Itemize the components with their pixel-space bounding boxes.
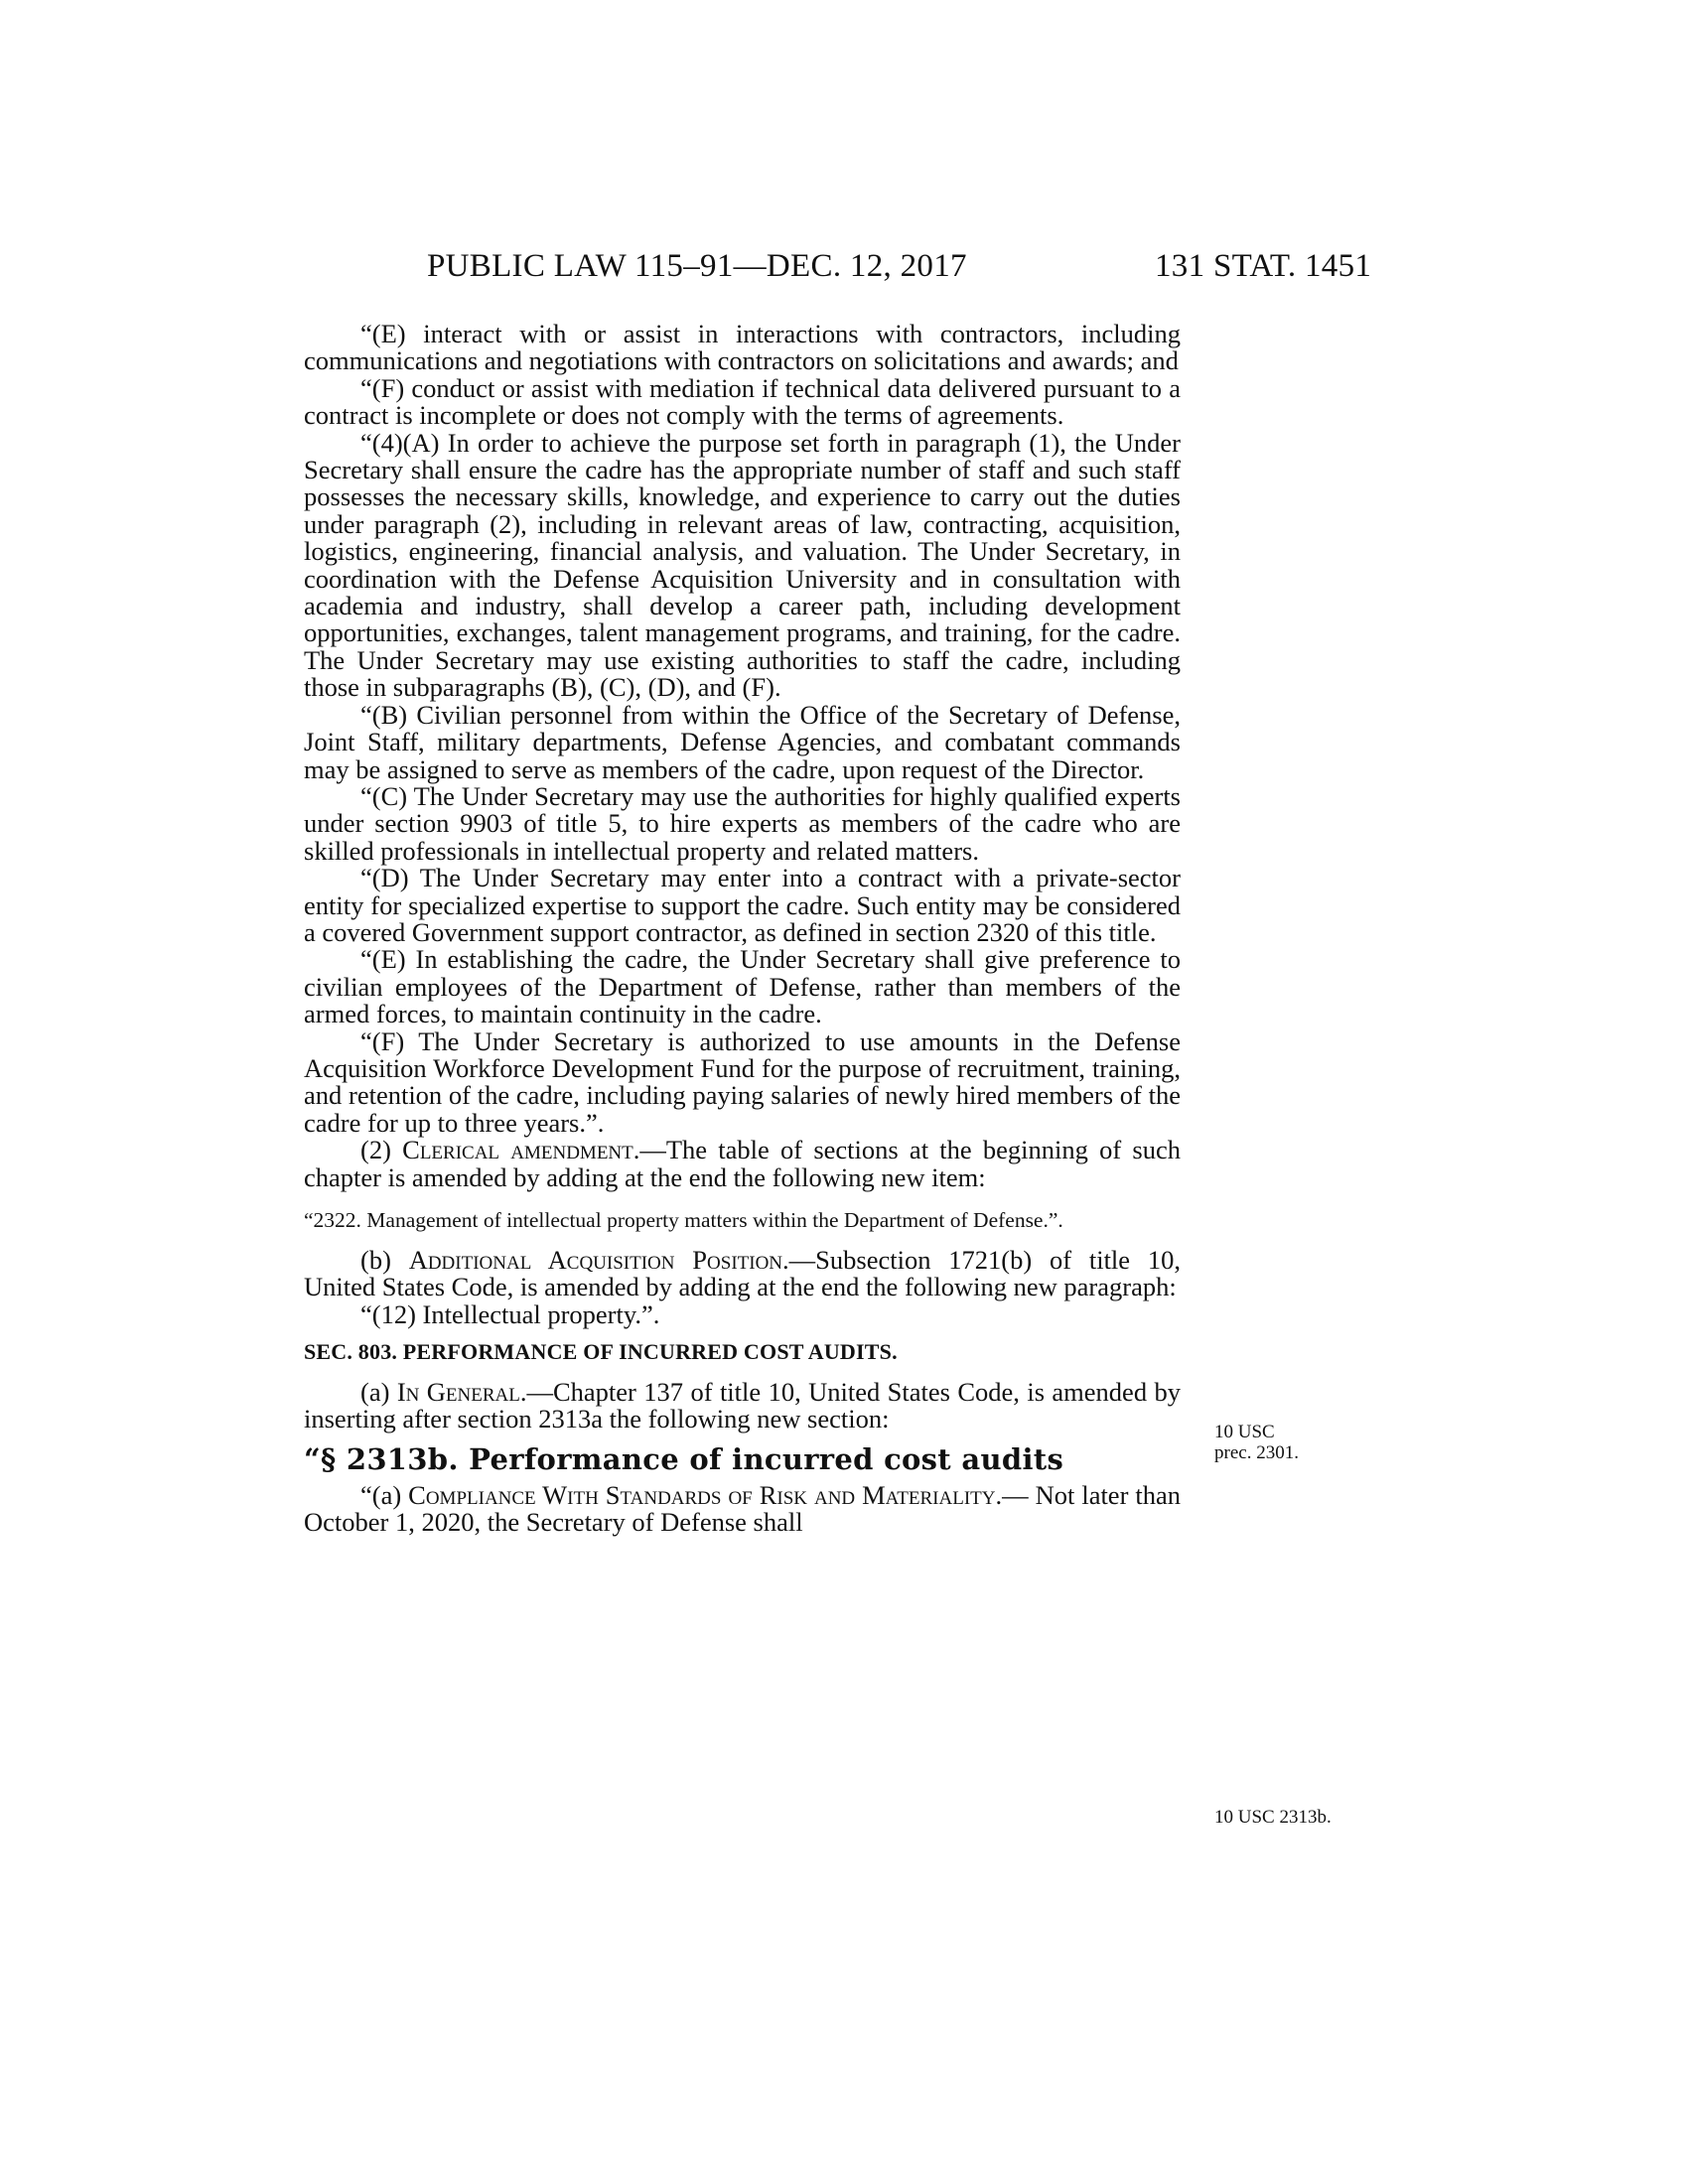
- subsection-b-text: .—Subsection 1721(b) of title 10, United States Code, is amended by adding at the end the following new paragraph:: [304, 1245, 1181, 1302]
- page-header: [0, 248, 1688, 288]
- sidenote-usc-prec: [1214, 1422, 1299, 1463]
- paragraph-f-mediation: “(F) conduct or assist with mediation if technical data delivered pursuant to a contract is incomplete or does not comply with the terms of agreements.: [304, 372, 1181, 431]
- header-title: PUBLIC LAW 115–91—DEC. 12, 2017: [427, 248, 967, 284]
- paragraph-4a: “(4)(A) In order to achieve the purpose set forth in paragraph (1), the Under Secretary shall ensure the cadre has the appropriate number of staff and such staff possesses the necessary skills, knowledge, and experience to carry out the duties under paragraph (2), including in relevant areas of law, contracting, acquisition, logistics, engineering, financial analysis, and valuation. The Under Secretary, in coordination with the Defense Acquisition University and in consultation with academia and industry, shall develop a career path, including development opportunities, exchanges, talent management programs, and training, for the cadre. The Under Secretary may use existing authorities to staff the cadre, including those in subparagraphs (B), (C), (D), and (F).: [304, 427, 1181, 703]
- subsection-a-heading: In General: [396, 1376, 520, 1407]
- sidenote-usc-line2: prec. 2301.: [1214, 1442, 1299, 1463]
- subsection-a: [304, 1376, 1181, 1434]
- subsection-2313b-a-heading: Compliance With Standards of Risk and Materiality: [408, 1479, 996, 1510]
- sidenote-usc-line1: 10 USC: [1214, 1422, 1275, 1442]
- paragraph-12: “(12) Intellectual property.”.: [360, 1298, 660, 1329]
- subsection-b-number: (b): [360, 1245, 409, 1275]
- subsection-b: [304, 1247, 1181, 1301]
- paragraph-c-experts: “(C) The Under Secretary may use the authorities for highly qualified experts under section 9903 of title 5, to hire experts as members of the cadre who are skilled professionals in intellectual property and related matters.: [304, 780, 1181, 866]
- section-803-heading: SEC. 803. PERFORMANCE OF INCURRED COST AUDITS.: [304, 1339, 898, 1365]
- paragraph-e-interact: “(E) interact with or assist in interactions with contractors, including communications and negotiations with contractors on solicitations and awards; and: [304, 319, 1181, 376]
- section-2313b-heading: “§ 2313b. Performance of incurred cost audits: [304, 1442, 1064, 1477]
- header-page-number: 131 STAT. 1451: [1155, 248, 1372, 284]
- paragraph-f-funds: “(F) The Under Secretary is authorized to use amounts in the Defense Acquisition Workforce Development Fund for the purpose of recruitment, training, and retention of the cadre, including paying salaries of newly hired members of the cadre for up to three years.”.: [304, 1025, 1181, 1138]
- document-body: [304, 321, 1181, 1537]
- clerical-number: (2): [360, 1135, 403, 1165]
- clerical-amendment: [247, 1137, 1181, 1191]
- paragraph-b-civilian: “(B) Civilian personnel from within the Office of the Secretary of Defense, Joint Staff, military departments, Defense Agencies, and combatant commands may be assigned to serve as members of the cadre, upon request of the Director.: [304, 699, 1181, 784]
- subsection-2313b-a: [304, 1479, 1181, 1538]
- subsection-2313b-a-text: .— Not later than October 1, 2020, the Secretary of Defense shall: [304, 1479, 1181, 1538]
- subsection-a-number: (a): [360, 1376, 397, 1407]
- table-of-sections-item: “2322. Management of intellectual property matters within the Department of Defense.”.: [304, 1208, 1063, 1232]
- subsection-b-heading: Additional Acquisition Position: [408, 1245, 783, 1275]
- clerical-text: .—The table of sections at the beginning of such chapter is amended by adding at the end the following new item:: [304, 1135, 1181, 1192]
- subsection-2313b-a-number: “(a): [360, 1479, 409, 1510]
- paragraph-d-contract: “(D) The Under Secretary may enter into a contract with a private-sector entity for specialized expertise to support the cadre. Such entity may be considered a covered Government support contractor, as defined in section 2320 of this title.: [304, 863, 1181, 947]
- subsection-a-text: .—Chapter 137 of title 10, United States Code, is amended by inserting after section 2313a the following new section:: [304, 1376, 1181, 1434]
- paragraph-e-preference: “(E) In establishing the cadre, the Under Secretary shall give preference to civilian employees of the Department of Defense, rather than members of the armed forces, to maintain continuity in the cadre.: [304, 944, 1181, 1029]
- clerical-heading: Clerical amendment: [402, 1135, 633, 1165]
- sidenote-usc-2313b: 10 USC 2313b.: [1214, 1807, 1332, 1828]
